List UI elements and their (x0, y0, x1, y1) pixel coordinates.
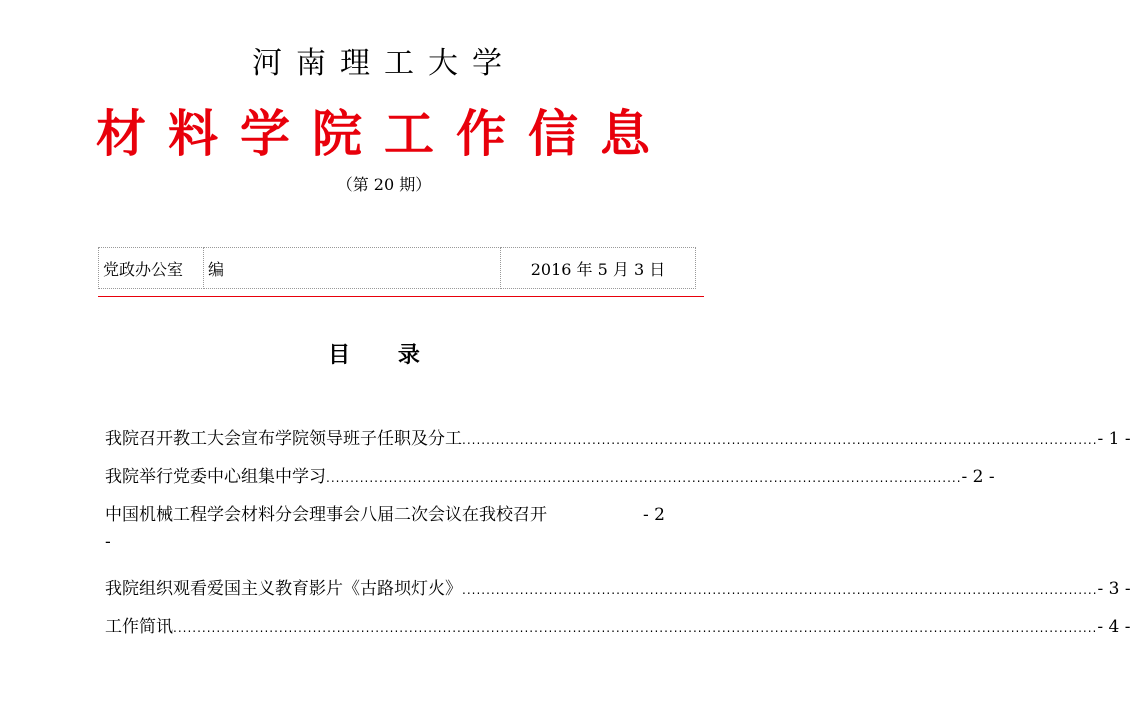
red-divider (98, 296, 704, 297)
toc-item-page: - 2 - (961, 467, 995, 487)
toc-item[interactable] (105, 612, 1131, 650)
toc-leader: .................................................................................................................................... (326, 471, 962, 485)
university-name: 河南理工大学 (252, 46, 516, 81)
toc-item-title: 工作简讯 (105, 617, 173, 637)
toc-item[interactable] (105, 462, 995, 500)
toc-item-page: - 4 - (1097, 617, 1131, 637)
toc-item[interactable] (105, 574, 1131, 612)
toc-item[interactable] (105, 424, 1131, 462)
toc-item-title: 中国机械工程学会材料分会理事会八届二次会议在我校召开 (105, 505, 547, 525)
bulletin-title: 材料学院工作信息 (96, 105, 672, 163)
date-cell: 2016 年 5 月 3 日 (501, 248, 696, 289)
toc-leader: .................................................................................................................................... (462, 433, 1098, 447)
toc-item-title: 我院召开教工大会宣布学院领导班子任职及分工 (105, 429, 462, 449)
table-of-contents (105, 424, 1131, 650)
toc-item-page: - 2 (643, 505, 665, 525)
toc-title: 目 录 (328, 343, 440, 368)
meta-table (98, 247, 696, 289)
toc-item-title: 我院举行党委中心组集中学习 (105, 467, 326, 487)
toc-leader: ................................................................................................................................................................................................ (173, 621, 1098, 635)
toc-item[interactable] (105, 500, 665, 574)
editor-cell: 党政办公室 (99, 248, 204, 289)
toc-item-page: - 1 - (1097, 429, 1131, 449)
toc-item-title: 我院组织观看爱国主义教育影片《古路坝灯火》 (105, 579, 462, 599)
toc-leader: .................................................................................................................................... (462, 583, 1098, 597)
issue-number: （第 20 期） (336, 175, 432, 194)
edit-label-cell: 编 (204, 248, 501, 289)
toc-item-page-cont: - (105, 532, 111, 552)
toc-item-page: - 3 - (1097, 579, 1131, 599)
